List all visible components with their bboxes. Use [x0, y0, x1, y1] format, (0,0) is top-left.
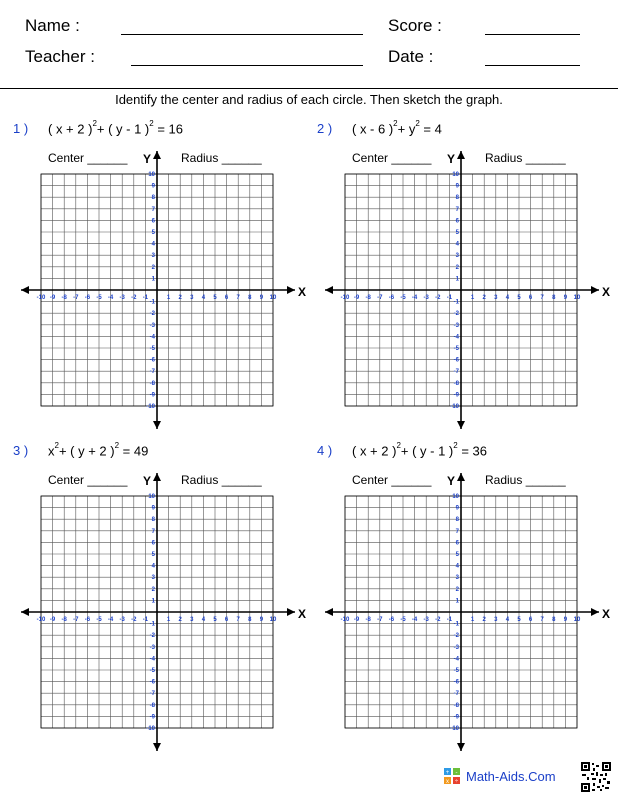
center-label: Center ______ [48, 473, 128, 487]
x-tick-label: 10 [269, 295, 277, 301]
svg-text:÷: ÷ [454, 779, 459, 784]
y-tick-label: -2 [149, 633, 155, 640]
y-tick-label: -7 [453, 369, 459, 376]
x-tick-label: -7 [377, 617, 383, 623]
y-tick-label: -3 [453, 322, 459, 329]
y-tick-label: -3 [149, 644, 155, 651]
y-tick-label: 8 [151, 517, 155, 524]
x-tick-label: 2 [178, 295, 182, 301]
x-tick-label: -3 [423, 295, 429, 301]
y-tick-label: -6 [453, 679, 459, 686]
y-tick-label: 1 [455, 598, 459, 605]
y-tick-label: -3 [453, 644, 459, 651]
y-tick-label: -5 [149, 346, 155, 352]
x-tick-label: 3 [190, 295, 194, 301]
exponent: 2 [149, 119, 154, 128]
problem-number: 3 ) [13, 443, 29, 458]
y-tick-label: -1 [149, 299, 155, 306]
y-tick-label: -9 [453, 714, 459, 721]
problem-1 [13, 121, 313, 439]
y-tick-label: -4 [453, 656, 459, 663]
y-tick-label: 9 [455, 505, 459, 512]
x-tick-label: 9 [259, 617, 264, 623]
center-label: Center ______ [352, 151, 432, 165]
equation-term: = 16 [153, 121, 183, 137]
svg-text:-: - [455, 770, 458, 776]
y-axis-label: Y [143, 474, 152, 488]
x-axis-label: X [602, 285, 611, 299]
instructions: Identify the center and radius of each circle. Then sketch the graph. [115, 92, 503, 107]
x-tick-label: -9 [49, 617, 56, 623]
y-tick-label: 6 [455, 540, 459, 547]
x-tick-label: -8 [61, 617, 67, 623]
x-tick-label: -4 [107, 295, 114, 301]
y-tick-label: 1 [151, 276, 155, 283]
x-tick-label: -3 [423, 617, 429, 623]
x-tick-label: -4 [411, 617, 418, 623]
x-tick-label: -5 [96, 295, 102, 301]
radius-label: Radius ______ [181, 473, 262, 487]
x-tick-label: -5 [400, 295, 406, 301]
y-tick-label: -8 [453, 380, 459, 387]
equation-term: = 49 [119, 443, 149, 459]
y-tick-label: -10 [146, 404, 155, 410]
y-tick-label: -1 [149, 621, 155, 628]
x-tick-label: -4 [411, 295, 418, 301]
y-tick-label: 7 [455, 206, 459, 213]
y-tick-label: 1 [455, 276, 459, 283]
equation [352, 443, 487, 458]
x-tick-label: 5 [517, 295, 521, 301]
x-axis-left-arrow-icon [325, 608, 333, 616]
y-axis-down-arrow-icon [457, 421, 465, 429]
x-tick-label: -1 [142, 295, 149, 301]
exponent: 2 [415, 119, 420, 128]
header-separator [0, 88, 618, 89]
y-tick-label: 10 [148, 172, 155, 178]
x-tick-label: 4 [505, 617, 510, 623]
coordinate-grid[interactable] [317, 141, 617, 439]
x-tick-label: 4 [201, 295, 206, 301]
y-tick-label: -2 [149, 311, 155, 318]
y-tick-label: -9 [149, 392, 155, 399]
x-axis-right-arrow-icon [287, 286, 295, 294]
x-tick-label: 5 [213, 295, 217, 301]
y-axis-label: Y [447, 474, 456, 488]
y-axis-down-arrow-icon [153, 421, 161, 429]
equation-term: ( x + 2 ) [48, 121, 93, 137]
x-axis-left-arrow-icon [21, 608, 29, 616]
y-tick-label: 8 [455, 195, 459, 202]
x-tick-label: -5 [400, 617, 406, 623]
x-tick-label: -5 [96, 617, 102, 623]
y-tick-label: -1 [453, 299, 459, 306]
y-tick-label: 3 [455, 253, 459, 260]
y-tick-label: 1 [151, 598, 155, 605]
name-label: Name : [25, 16, 80, 35]
y-tick-label: 3 [151, 253, 155, 260]
exponent: 2 [453, 441, 458, 450]
y-axis-down-arrow-icon [153, 743, 161, 751]
y-axis-up-arrow-icon [457, 473, 465, 481]
x-tick-label: -2 [435, 617, 441, 623]
problem-number: 4 ) [317, 443, 333, 458]
x-axis-label: X [298, 607, 307, 621]
x-axis-left-arrow-icon [325, 286, 333, 294]
y-tick-label: 7 [151, 206, 155, 213]
y-tick-label: 4 [455, 241, 459, 248]
exponent: 2 [396, 441, 401, 450]
x-tick-label: -6 [84, 617, 91, 623]
x-axis-right-arrow-icon [591, 608, 599, 616]
x-axis-right-arrow-icon [591, 286, 599, 294]
x-tick-label: -10 [340, 617, 350, 623]
y-tick-label: 9 [455, 183, 459, 190]
y-axis-up-arrow-icon [153, 151, 161, 159]
x-tick-label: 1 [166, 295, 171, 301]
x-tick-label: 4 [505, 295, 510, 301]
score-label: Score : [388, 16, 442, 35]
y-tick-label: -7 [453, 691, 459, 698]
x-tick-label: 6 [224, 295, 229, 301]
equation-term: = 36 [457, 443, 487, 459]
y-tick-label: 8 [455, 517, 459, 524]
x-tick-label: -1 [446, 617, 453, 623]
y-tick-label: 4 [151, 241, 155, 248]
x-tick-label: 5 [213, 617, 217, 623]
equation-term: + ( y - 1 ) [96, 121, 150, 137]
y-tick-label: -10 [450, 404, 459, 410]
x-tick-label: 1 [470, 295, 475, 301]
svg-text:x: x [446, 779, 449, 784]
x-tick-label: 3 [494, 617, 498, 623]
equation-term: + y [397, 121, 416, 137]
x-tick-label: -3 [119, 617, 125, 623]
x-tick-label: 6 [528, 295, 533, 301]
y-axis-label: Y [447, 152, 456, 166]
x-tick-label: 3 [494, 295, 498, 301]
math-aids-logo-icon [444, 768, 460, 784]
exponent: 2 [54, 441, 59, 450]
x-tick-label: 7 [540, 617, 544, 623]
x-tick-label: 1 [166, 617, 171, 623]
y-tick-label: 10 [452, 494, 459, 500]
y-tick-label: 2 [455, 586, 459, 593]
y-tick-label: -4 [149, 656, 155, 663]
problem-2 [317, 121, 617, 439]
x-tick-label: 7 [540, 295, 544, 301]
x-axis-label: X [298, 285, 307, 299]
y-tick-label: -2 [453, 633, 459, 640]
y-tick-label: -7 [149, 691, 155, 698]
equation-term: + ( y - 1 ) [400, 443, 454, 459]
y-axis-label: Y [143, 152, 152, 166]
y-tick-label: 3 [151, 575, 155, 582]
x-tick-label: -4 [107, 617, 114, 623]
x-tick-label: -9 [353, 617, 360, 623]
x-tick-label: -1 [446, 295, 453, 301]
date-field-line[interactable] [485, 65, 580, 66]
x-tick-label: 8 [552, 617, 556, 623]
equation-term: ( x + 2 ) [352, 443, 397, 459]
y-tick-label: -9 [453, 392, 459, 399]
x-tick-label: 6 [224, 617, 229, 623]
y-tick-label: 5 [455, 552, 459, 558]
x-tick-label: -3 [119, 295, 125, 301]
y-axis-up-arrow-icon [153, 473, 161, 481]
x-tick-label: 8 [552, 295, 556, 301]
x-tick-label: -1 [142, 617, 149, 623]
x-tick-label: -8 [365, 617, 371, 623]
x-tick-label: 4 [201, 617, 206, 623]
y-axis-down-arrow-icon [457, 743, 465, 751]
radius-label: Radius ______ [181, 151, 262, 165]
exponent: 2 [393, 119, 398, 128]
exponent: 2 [114, 441, 120, 450]
svg-text:+: + [445, 770, 450, 776]
x-tick-label: -2 [131, 617, 137, 623]
center-label: Center ______ [352, 473, 432, 487]
problem-4 [317, 443, 617, 761]
y-axis-up-arrow-icon [457, 151, 465, 159]
y-tick-label: 10 [148, 494, 155, 500]
x-tick-label: 3 [190, 617, 194, 623]
center-label: Center ______ [48, 151, 128, 165]
name-field-line[interactable] [121, 34, 363, 35]
radius-label: Radius ______ [485, 151, 566, 165]
y-tick-label: 7 [151, 528, 155, 535]
x-tick-label: 9 [563, 295, 568, 301]
x-tick-label: 5 [517, 617, 521, 623]
x-tick-label: -6 [388, 617, 395, 623]
score-field-line[interactable] [485, 34, 580, 35]
y-tick-label: -10 [450, 726, 459, 732]
equation-term: + ( y + 2 ) [58, 443, 115, 459]
y-tick-label: -10 [146, 726, 155, 732]
y-tick-label: -7 [149, 369, 155, 376]
y-tick-label: 5 [151, 552, 155, 558]
x-tick-label: 7 [236, 617, 240, 623]
x-axis-label: X [602, 607, 611, 621]
teacher-field-line[interactable] [131, 65, 363, 66]
y-tick-label: -6 [149, 357, 155, 364]
x-tick-label: 2 [178, 617, 182, 623]
x-tick-label: -7 [73, 617, 79, 623]
x-tick-label: -9 [49, 295, 56, 301]
x-tick-label: 9 [563, 617, 568, 623]
y-tick-label: -5 [453, 346, 459, 352]
coordinate-grid[interactable] [317, 463, 617, 761]
x-tick-label: -7 [377, 295, 383, 301]
y-tick-label: -9 [149, 714, 155, 721]
y-tick-label: 7 [455, 528, 459, 535]
y-tick-label: 9 [151, 505, 155, 512]
x-tick-label: 10 [573, 617, 581, 623]
y-tick-label: 2 [455, 264, 459, 271]
y-tick-label: -8 [149, 380, 155, 387]
x-tick-label: -10 [340, 295, 350, 301]
x-tick-label: -6 [388, 295, 395, 301]
x-tick-label: 10 [573, 295, 581, 301]
equation [48, 443, 148, 458]
x-tick-label: 9 [259, 295, 264, 301]
y-tick-label: 3 [455, 575, 459, 582]
y-tick-label: -6 [149, 679, 155, 686]
y-tick-label: -2 [453, 311, 459, 318]
x-tick-label: -8 [61, 295, 67, 301]
coordinate-grid[interactable] [13, 463, 313, 761]
y-tick-label: 4 [151, 563, 155, 570]
equation-term: = 4 [419, 121, 442, 137]
y-tick-label: 10 [452, 172, 459, 178]
equation-term: ( x - 6 ) [352, 121, 394, 137]
x-tick-label: 8 [248, 295, 252, 301]
x-axis-right-arrow-icon [287, 608, 295, 616]
y-tick-label: -4 [453, 334, 459, 341]
y-tick-label: -8 [453, 702, 459, 709]
teacher-label: Teacher : [25, 47, 95, 66]
y-tick-label: 4 [455, 563, 459, 570]
x-tick-label: -10 [36, 617, 46, 623]
y-tick-label: -8 [149, 702, 155, 709]
x-tick-label: 6 [528, 617, 533, 623]
x-tick-label: 8 [248, 617, 252, 623]
y-tick-label: 2 [151, 264, 155, 271]
x-tick-label: -7 [73, 295, 79, 301]
y-tick-label: -5 [453, 668, 459, 674]
y-tick-label: -6 [453, 357, 459, 364]
x-tick-label: -9 [353, 295, 360, 301]
x-tick-label: -8 [365, 295, 371, 301]
radius-label: Radius ______ [485, 473, 566, 487]
y-tick-label: 2 [151, 586, 155, 593]
problem-number: 1 ) [13, 121, 29, 136]
exponent: 2 [92, 119, 97, 128]
x-tick-label: 1 [470, 617, 475, 623]
coordinate-grid[interactable] [13, 141, 313, 439]
y-tick-label: 5 [151, 230, 155, 236]
x-tick-label: 2 [482, 617, 486, 623]
equation [48, 121, 183, 136]
y-tick-label: 8 [151, 195, 155, 202]
equation [352, 121, 442, 136]
y-tick-label: 6 [151, 540, 155, 547]
y-tick-label: -5 [149, 668, 155, 674]
y-tick-label: 6 [151, 218, 155, 225]
y-tick-label: 9 [151, 183, 155, 190]
y-tick-label: -1 [453, 621, 459, 628]
x-tick-label: -6 [84, 295, 91, 301]
y-tick-label: 6 [455, 218, 459, 225]
footer-brand[interactable]: Math-Aids.Com [466, 769, 556, 784]
x-tick-label: -10 [36, 295, 46, 301]
y-tick-label: 5 [455, 230, 459, 236]
x-tick-label: -2 [435, 295, 441, 301]
y-tick-label: -3 [149, 322, 155, 329]
equation-term: x [48, 443, 55, 459]
x-tick-label: 7 [236, 295, 240, 301]
qr-code-icon [581, 762, 611, 792]
x-tick-label: 2 [482, 295, 486, 301]
date-label: Date : [388, 47, 434, 66]
x-tick-label: -2 [131, 295, 137, 301]
x-tick-label: 10 [269, 617, 277, 623]
problem-number: 2 ) [317, 121, 333, 136]
y-tick-label: -4 [149, 334, 155, 341]
problem-3 [13, 443, 313, 761]
x-axis-left-arrow-icon [21, 286, 29, 294]
